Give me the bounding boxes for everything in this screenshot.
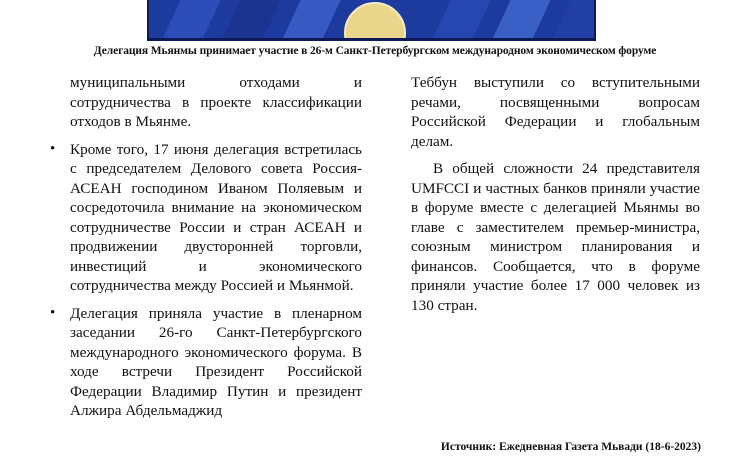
bullet-icon: •: [50, 140, 56, 157]
bullet-item: [50, 140, 362, 296]
bullet-icon: •: [50, 304, 56, 321]
bullet-text: Кроме того, 17 июня делегация встретилась с председателем Делового совета Россия-АСЕАН господином Иваном Поляевым и сосредоточила внимание на экономическом сотрудничестве России и стран АСЕАН и продвижении двусторонней торговли, инвестиций и экономического сотрудничества между Россией и Мьянмой.: [70, 140, 362, 294]
bullet-item: [50, 304, 362, 421]
continued-paragraph: Теббун выступили со вступительными речами, посвященными вопросам Российской Федерации и глобальным делам.: [411, 74, 700, 150]
photo-decoration: [423, 0, 496, 41]
photo-decoration: [213, 0, 286, 41]
article-photo: [147, 0, 596, 41]
left-column: [50, 73, 362, 421]
bullet-text: Делегация приняла участие в пленарном заседании 26-го Санкт-Петербургского международного экономического форума. В ходе встречи Президент Российской Федерации Владимир Путин и президент Алжира Абдельмаджид: [70, 304, 362, 419]
photo-caption: Делегация Мьянмы принимает участие в 26-м Санкт-Петербургском международном экономическом форуме: [93, 45, 657, 57]
paragraph: В общей сложности 24 представителя UMFCCI и частных банков приняли участие в форуме вместе с делегацией Мьянмы во главе с заместителем премьер-министра, союзным министром планирования и финансов. Сообщается, что в форуме приняли участие более 17 000 человек из 130 стран.: [411, 160, 700, 314]
source-credit: Источник: Ежедневная Газета Мьвади (18-6-2023): [440, 441, 701, 453]
photo-decoration: [543, 0, 596, 41]
continued-paragraph: муниципальными отходами и сотрудничества в проекте классификации отходов в Мьянме.: [70, 74, 362, 130]
photo-decoration: [483, 0, 556, 41]
photo-decoration: [273, 0, 346, 41]
photo-decoration: [153, 0, 226, 41]
forum-logo-icon: [344, 2, 406, 41]
right-column: [411, 73, 700, 315]
